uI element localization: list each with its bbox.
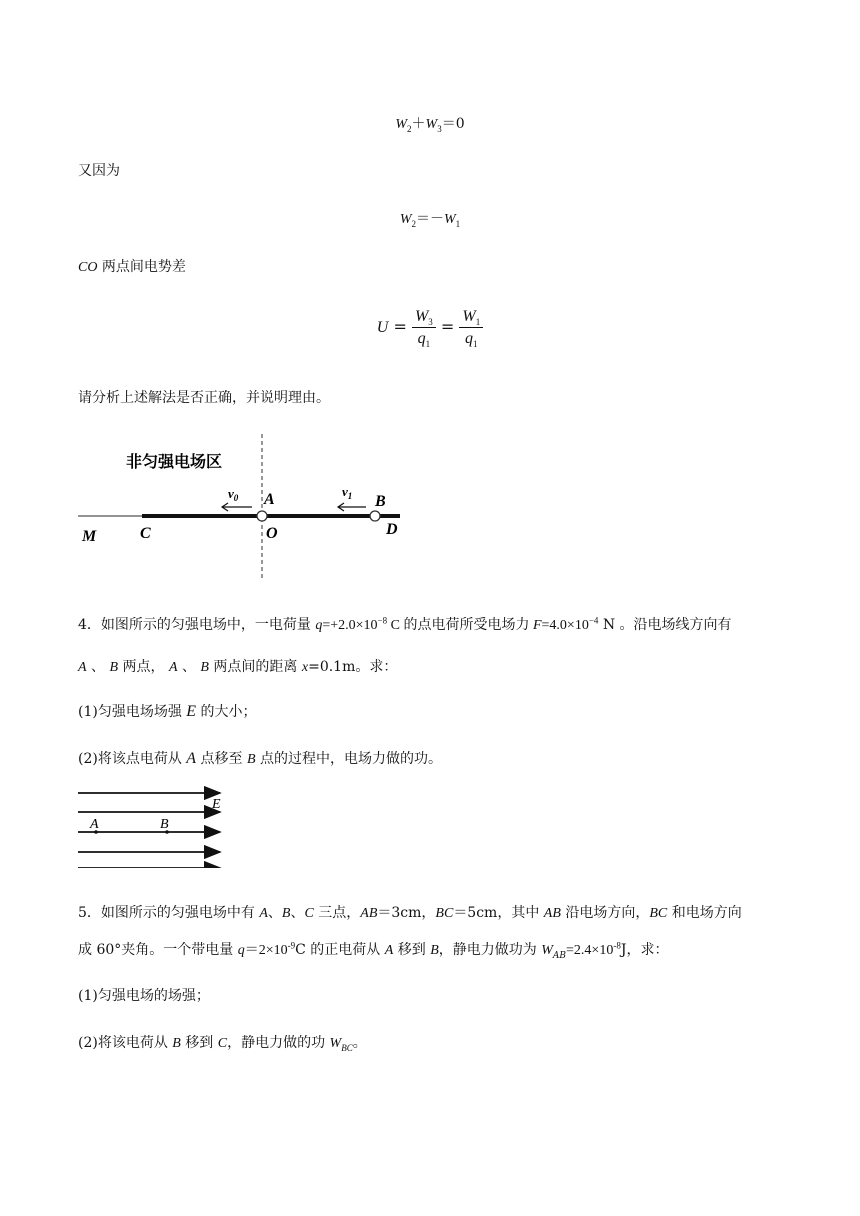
- label-c: C: [140, 525, 151, 542]
- label-m: M: [82, 528, 97, 545]
- region-label: 非匀强电场区: [126, 452, 223, 471]
- analyze-prompt: 请分析上述解法是否正确，并说明理由。: [78, 390, 330, 406]
- fraction-w1-q1: $\frac{W_1}{q_1}$: [459, 306, 483, 349]
- label-b2: B: [160, 817, 169, 832]
- label-e: E: [212, 797, 221, 812]
- figure-nonuniform-field: [70, 430, 420, 585]
- label-o: O: [266, 525, 278, 542]
- q4-sub1: (1)匀强电场场强 E 的大小；: [78, 703, 257, 720]
- label-a: A: [264, 491, 275, 508]
- equation-w2-w3: $W_2+W_3=0$: [395, 116, 465, 134]
- label-d: D: [386, 521, 398, 538]
- text-again: 又因为: [78, 163, 120, 179]
- label-v0: $v_0$: [228, 486, 239, 503]
- q5-sub1: (1)匀强电场的场强；: [78, 988, 210, 1004]
- q4-sub2: (2)将该点电荷从 A 点移至 B 点的过程中，电场力做的功。: [78, 750, 442, 767]
- co-potential-label: CO 两点间电势差: [78, 259, 186, 275]
- q4-line2: A 、 B 两点， A 、 B 两点间的距离 x=0.1m。求：: [78, 659, 398, 675]
- label-b: B: [375, 493, 386, 510]
- equation-u-fraction: U = $\frac{W_3}{q_1}$ = $\frac{W_1}{q_1}$: [0, 306, 860, 349]
- q4-line1: 4．如图所示的匀强电场中，一电荷量 $q=+2.0\times 10^{-8}$ C 的点电荷所受电场力 $F=4.0\times 10^{-4}$ N 。沿电场线方向有: [78, 615, 732, 633]
- point-b-circle: [370, 511, 380, 521]
- fraction-w3-q1: $\frac{W_3}{q_1}$: [412, 306, 436, 349]
- figure-uniform-field: [74, 784, 234, 868]
- label-a2: A: [90, 817, 99, 832]
- q5-line2: 成 60°夹角。一个带电量 $q=2\times 10^{-9}C$ 的正电荷从 A 移到 B，静电力做功为 $W_{AB}=2.4\times 10^{-8}J$，求：: [78, 940, 669, 961]
- q5-sub2: (2)将该电荷从 B 移到 C，静电力做的功 $W_{BC}$。: [78, 1035, 367, 1053]
- q5-line1: 5．如图所示的匀强电场中有 A、B、C 三点，AB＝3cm，BC＝5cm，其中 AB 沿电场方向，BC 和电场方向: [78, 905, 742, 921]
- point-a-circle: [257, 511, 267, 521]
- label-v1: $v_1$: [342, 484, 353, 501]
- equation-w2-neg-w1: $W_2=-W_1$: [399, 211, 461, 229]
